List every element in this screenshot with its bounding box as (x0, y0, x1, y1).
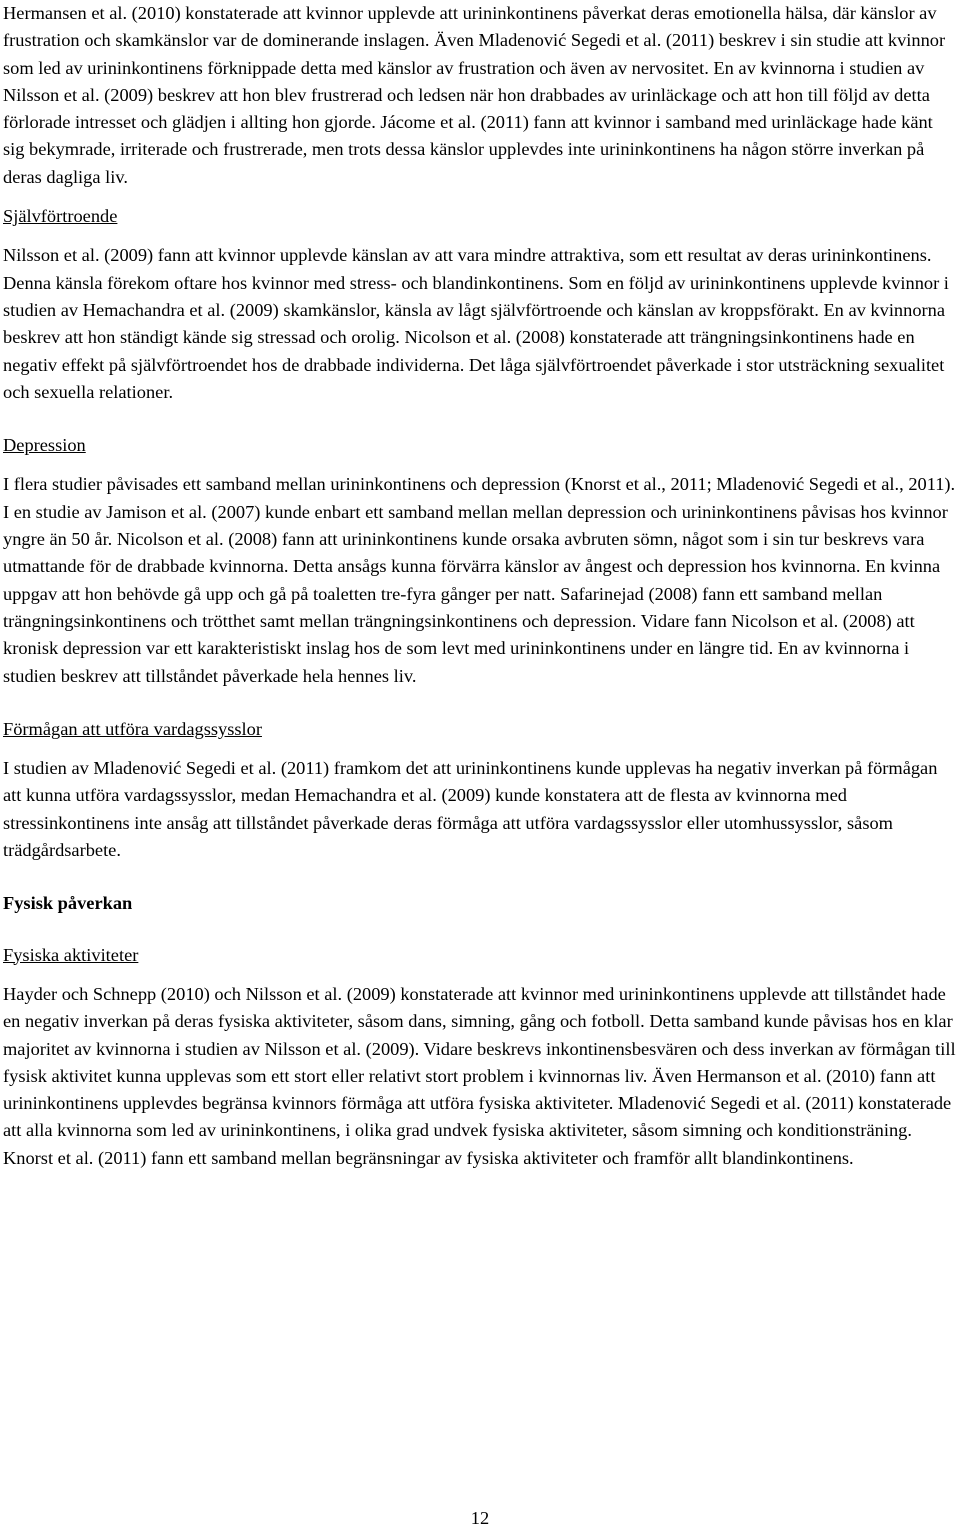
document-page (3, 0, 957, 1172)
heading-sjalvfortroende: Självförtroende (3, 206, 118, 227)
paragraph-emotional-impact: Hermansen et al. (2010) konstaterade att kvinnor upplevde att urininkontinens påverkat deras emotionella hälsa, där känslor av frustration och skamkänslor var de dominerande inslagen. Även Mladenović Segedi et al. (2011) beskrev i sin studie att kvinnor som led av urininkontinens förknippade detta med känslor av frustration och även av nervositet. En av kvinnorna i studien av Nilsson et al. (2009) beskrev att hon blev frustrerad och ledsen när hon drabbades av urinläckage och att hon till följd av detta förlorade intresset och glädjen i allting hon gjorde. Jácome et al. (2011) fann att kvinnor i samband med urinläckage hade känt sig bekymrade, irriterade och frustrerade, men trots dessa känslor upplevdes inte urininkontinens ha någon större inverkan på deras dagliga liv. (3, 3, 946, 187)
heading-depression: Depression (3, 435, 86, 456)
paragraph-self-confidence: Nilsson et al. (2009) fann att kvinnor upplevde känslan av att vara mindre attraktiva, som ett resultat av deras urininkontinens. Denna känsla förekom oftare hos kvinnor med stress- och blandinkontinens. Som en följd av urininkontinens upplevde kvinnor i studien av Hemachandra et al. (2009) skamkänslor, känsla av lågt självförtroende och känslan av kroppsförakt. En av kvinnorna beskrev att hon ständigt kände sig stressad och orolig. Nicolson et al. (2008) konstaterade att trängningsinkontinens hade en negativ effekt på självförtroendet hos de drabbade individerna. Det låga självförtroendet påverkade i stor utsträckning sexualitet och sexuella relationer. (3, 245, 949, 402)
paragraph-depression: I flera studier påvisades ett samband mellan urininkontinens och depression (Knorst et al., 2011; Mladenović Segedi et al., 2011). I en studie av Jamison et al. (2007) kunde enbart ett samband mellan mellan depression och urininkontinens påvisas hos kvinnor yngre än 50 år. Nicolson et al. (2008) fann att urininkontinens kunde orsaka avbruten sömn, något som i sin tur beskrevs vara utmattande för de drabbade kvinnorna. Detta ansågs kunna förvärra känslor av ångest och depression hos kvinnorna. En kvinna uppgav att hon behövde gå upp och gå på toaletten tre-fyra gånger per natt. Safarinejad (2008) fann ett samband mellan trängningsinkontinens och trötthet samt mellan trängningsinkontinens och depression. Vidare fann Nicolson et al. (2008) att kronisk depression var ett karakteristiskt inslag hos de som levt med urininkontinens under en längre tid. En av kvinnorna i studien beskrev att tillståndet påverkade hela hennes liv. (3, 474, 956, 686)
heading-fysisk-paverkan: Fysisk påverkan (3, 893, 133, 914)
paragraph-physical-activities: Hayder och Schnepp (2010) och Nilsson et al. (2009) konstaterade att kvinnor med urininkontinens upplevde att tillståndet hade en negativ inverkan på deras fysiska aktiviteter, såsom dans, simning, gång och fotboll. Detta samband kunde påvisas hos en klar majoritet av kvinnorna i studien av Nilsson et al. (2009). Vidare beskrevs inkontinensbesvären och dess inverkan av förmågan till fysisk aktivitet kunna upplevas som ett stort eller relativt stort problem i kvinnornas liv. Även Hermanson et al. (2010) fann att urininkontinens upplevdes begränsa kvinnors förmåga att utföra fysiska aktiviteter. Mladenović Segedi et al. (2011) konstaterade att alla kvinnorna som led av urininkontinens, i olika grad undvek fysiska aktiviteter, såsom simning och konditionsträning. Knorst et al. (2011) fann ett samband mellan begränsningar av fysiska aktiviteter och framför allt blandinkontinens. (3, 983, 956, 1168)
page-number: 12 (470, 1508, 490, 1528)
paragraph-daily-chores: I studien av Mladenović Segedi et al. (2011) framkom det att urininkontinens kunde upplevas ha negativ inverkan på förmågan att kunna utföra vardagssysslor, medan Hemachandra et al. (2009) kunde konstatera att de flesta av kvinnorna med stressinkontinens inte ansåg att tillståndet påverkade deras förmåga att utföra vardagssysslor eller utomhussysslor, såsom trädgårdsarbete. (3, 758, 938, 861)
heading-fysiska-aktiviteter: Fysiska aktiviteter (3, 944, 139, 965)
heading-formagan: Förmågan att utföra vardagssysslor (3, 718, 262, 739)
